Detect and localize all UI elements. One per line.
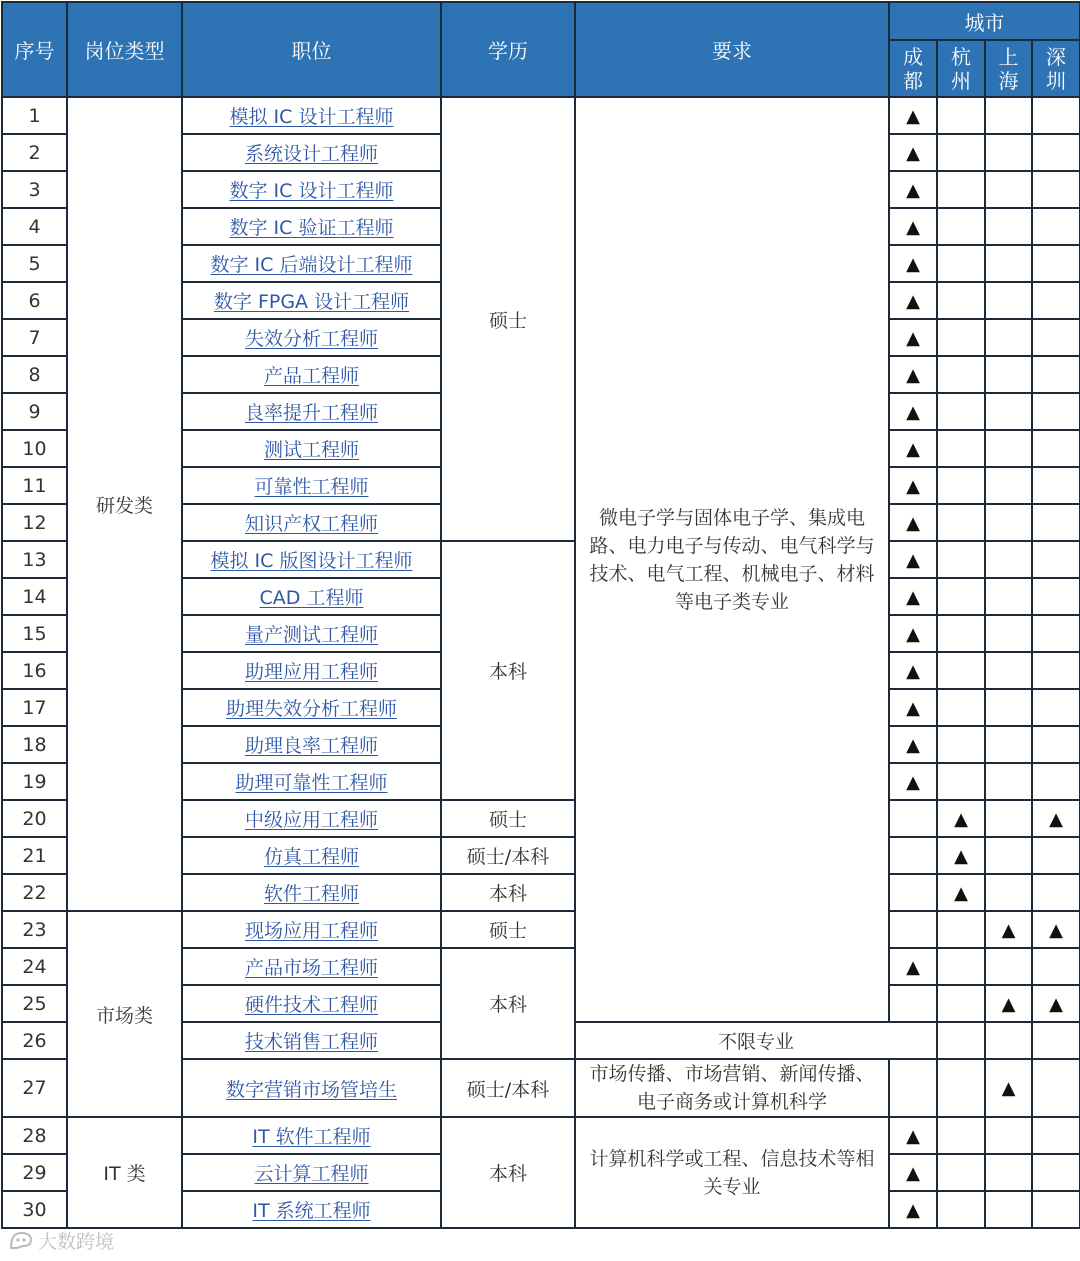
position-link[interactable]: 量产测试工程师: [244, 624, 378, 646]
city-cell: [985, 911, 1032, 948]
header-education: 学历: [441, 2, 575, 97]
city-cell: [937, 208, 985, 245]
requirement-cell: 市场传播、市场营销、新闻传播、电子商务或计算机科学: [575, 1059, 889, 1117]
city-cell: [985, 208, 1032, 245]
seq-cell: 13: [2, 541, 67, 578]
city-cell: [985, 541, 1032, 578]
watermark-logo-icon: [8, 1229, 34, 1251]
education-cell: 本科: [441, 1117, 575, 1228]
position-link[interactable]: 测试工程师: [263, 439, 359, 461]
position-cell: [182, 1191, 441, 1228]
seq-cell: 7: [2, 319, 67, 356]
seq-cell: 28: [2, 1117, 67, 1154]
city-cell: [889, 837, 937, 874]
triangle-marker-icon: ▲: [906, 364, 920, 386]
position-link[interactable]: 模拟 IC 版图设计工程师: [210, 550, 413, 572]
table-body: [2, 97, 1080, 1228]
city-cell: [889, 1191, 937, 1228]
position-link[interactable]: 数字 FPGA 设计工程师: [213, 291, 410, 313]
city-cell: [889, 430, 937, 467]
city-cell: [1032, 985, 1080, 1022]
city-cell: [1032, 97, 1080, 134]
city-cell: [937, 689, 985, 726]
triangle-marker-icon: ▲: [906, 956, 920, 978]
city-cell: [889, 1154, 937, 1191]
position-link[interactable]: 助理应用工程师: [244, 661, 378, 683]
city-cell: [889, 467, 937, 504]
city-cell: [985, 134, 1032, 171]
city-cell: [985, 689, 1032, 726]
position-cell: [182, 134, 441, 171]
city-cell: [1032, 1022, 1080, 1059]
city-cell: [1032, 430, 1080, 467]
city-cell: [1032, 726, 1080, 763]
city-cell: [889, 689, 937, 726]
triangle-marker-icon: ▲: [906, 290, 920, 312]
position-cell: [182, 1154, 441, 1191]
city-cell: [1032, 911, 1080, 948]
city-cell: [889, 948, 937, 985]
seq-cell: 24: [2, 948, 67, 985]
seq-cell: 5: [2, 245, 67, 282]
seq-cell: 11: [2, 467, 67, 504]
position-cell: [182, 282, 441, 319]
triangle-marker-icon: ▲: [906, 1125, 920, 1147]
city-cell: [1032, 1154, 1080, 1191]
position-cell: [182, 171, 441, 208]
triangle-marker-icon: ▲: [1001, 993, 1016, 1015]
education-cell: 硕士: [441, 97, 575, 541]
position-link[interactable]: IT 软件工程师: [252, 1126, 371, 1148]
city-cell: [937, 504, 985, 541]
job-table: [1, 1, 1080, 1229]
city-cell: [889, 615, 937, 652]
position-cell: [182, 541, 441, 578]
position-cell: [182, 504, 441, 541]
header-city-shenzhen: 深 圳: [1032, 40, 1080, 97]
city-cell: [889, 541, 937, 578]
seq-cell: 16: [2, 652, 67, 689]
header-requirement: 要求: [575, 2, 889, 97]
triangle-marker-icon: ▲: [906, 216, 920, 238]
requirement-cell: 计算机科学或工程、信息技术等相关专业: [575, 1117, 889, 1228]
header-city-chengdu: 成 都: [889, 40, 937, 97]
city-cell: [1032, 319, 1080, 356]
seq-cell: 6: [2, 282, 67, 319]
city-cell: [1032, 171, 1080, 208]
city-cell: [1032, 1059, 1080, 1117]
position-link[interactable]: 知识产权工程师: [244, 513, 378, 535]
position-link[interactable]: 可靠性工程师: [254, 476, 369, 498]
category-market: 市场类: [67, 911, 182, 1117]
position-link[interactable]: 良率提升工程师: [244, 402, 378, 424]
city-cell: [937, 97, 985, 134]
seq-cell: 8: [2, 356, 67, 393]
city-cell: [889, 171, 937, 208]
city-cell: [937, 615, 985, 652]
position-link[interactable]: 现场应用工程师: [244, 920, 378, 942]
seq-cell: 21: [2, 837, 67, 874]
seq-cell: 17: [2, 689, 67, 726]
city-cell: [1032, 504, 1080, 541]
triangle-marker-icon: ▲: [906, 771, 920, 793]
city-cell: [889, 393, 937, 430]
position-link[interactable]: 助理良率工程师: [244, 735, 378, 757]
city-cell: [889, 985, 937, 1022]
city-cell: [1032, 837, 1080, 874]
city-cell: [937, 1191, 985, 1228]
city-cell: [985, 393, 1032, 430]
triangle-marker-icon: ▲: [906, 623, 920, 645]
city-cell: [889, 97, 937, 134]
triangle-marker-icon: ▲: [906, 660, 920, 682]
city-cell: [889, 134, 937, 171]
education-cell: 硕士/本科: [441, 837, 575, 874]
city-cell: [1032, 615, 1080, 652]
position-link[interactable]: 系统设计工程师: [244, 143, 378, 165]
table-row: [2, 97, 1080, 134]
city-cell: [1032, 948, 1080, 985]
city-cell: [937, 1154, 985, 1191]
position-link[interactable]: CAD 工程师: [259, 587, 364, 609]
position-cell: [182, 1059, 441, 1117]
city-cell: [985, 985, 1032, 1022]
position-link[interactable]: 数字 IC 后端设计工程师: [210, 254, 413, 276]
seq-cell: 3: [2, 171, 67, 208]
triangle-marker-icon: ▲: [1001, 1078, 1016, 1099]
seq-cell: 14: [2, 578, 67, 615]
city-cell: [937, 652, 985, 689]
seq-cell: 9: [2, 393, 67, 430]
city-cell: [889, 208, 937, 245]
position-link[interactable]: 产品市场工程师: [244, 957, 378, 979]
triangle-marker-icon: ▲: [1001, 919, 1016, 941]
city-cell: [937, 763, 985, 800]
city-cell: [1032, 1191, 1080, 1228]
city-cell: [1032, 578, 1080, 615]
city-cell: [889, 319, 937, 356]
header-city: 城市: [889, 2, 1080, 40]
position-cell: [182, 800, 441, 837]
city-cell: [937, 948, 985, 985]
triangle-marker-icon: ▲: [906, 438, 920, 460]
triangle-marker-icon: ▲: [906, 327, 920, 349]
position-link[interactable]: 软件工程师: [263, 883, 359, 905]
seq-cell: 2: [2, 134, 67, 171]
triangle-marker-icon: ▲: [906, 105, 920, 127]
city-cell: [985, 245, 1032, 282]
city-cell: [985, 800, 1032, 837]
position-cell: [182, 948, 441, 985]
city-cell: [937, 134, 985, 171]
seq-cell: 20: [2, 800, 67, 837]
position-cell: [182, 652, 441, 689]
city-cell: [985, 1191, 1032, 1228]
seq-cell: 12: [2, 504, 67, 541]
header-seq: 序号: [2, 2, 67, 97]
city-cell: [985, 1117, 1032, 1154]
position-link[interactable]: 数字 IC 验证工程师: [229, 217, 394, 239]
seq-cell: 26: [2, 1022, 67, 1059]
header-city-shanghai: 上 海: [985, 40, 1032, 97]
city-cell: [985, 319, 1032, 356]
position-link[interactable]: IT 系统工程师: [252, 1200, 371, 1222]
position-link[interactable]: 助理失效分析工程师: [225, 698, 397, 720]
triangle-marker-icon: ▲: [954, 845, 968, 867]
city-cell: [937, 430, 985, 467]
position-link[interactable]: 中级应用工程师: [244, 809, 378, 831]
triangle-marker-icon: ▲: [1049, 919, 1063, 941]
city-cell: [937, 1117, 985, 1154]
city-cell: [889, 911, 937, 948]
header-position: 职位: [182, 2, 441, 97]
position-cell: [182, 1117, 441, 1154]
city-cell: [889, 356, 937, 393]
city-cell: [985, 1059, 1032, 1117]
seq-cell: 22: [2, 874, 67, 911]
city-cell: [1032, 1117, 1080, 1154]
position-cell: [182, 319, 441, 356]
triangle-marker-icon: ▲: [906, 1199, 920, 1221]
triangle-marker-icon: ▲: [1049, 808, 1063, 830]
city-cell: [937, 1059, 985, 1117]
position-cell: [182, 689, 441, 726]
position-link[interactable]: 技术销售工程师: [244, 1031, 378, 1053]
triangle-marker-icon: ▲: [906, 734, 920, 756]
seq-cell: 10: [2, 430, 67, 467]
seq-cell: 15: [2, 615, 67, 652]
city-cell: [985, 1154, 1032, 1191]
city-cell: [937, 726, 985, 763]
seq-cell: 25: [2, 985, 67, 1022]
city-cell: [937, 1022, 985, 1059]
position-cell: [182, 356, 441, 393]
city-cell: [985, 652, 1032, 689]
triangle-marker-icon: ▲: [906, 1162, 920, 1184]
education-cell: 本科: [441, 541, 575, 800]
seq-cell: 29: [2, 1154, 67, 1191]
city-cell: [985, 356, 1032, 393]
requirement-cell: 不限专业: [575, 1022, 937, 1059]
city-cell: [985, 430, 1032, 467]
position-cell: [182, 1022, 441, 1059]
city-cell: [889, 245, 937, 282]
position-cell: [182, 393, 441, 430]
seq-cell: 1: [2, 97, 67, 134]
city-cell: [985, 837, 1032, 874]
city-cell: [1032, 356, 1080, 393]
city-cell: [937, 578, 985, 615]
city-cell: [937, 393, 985, 430]
city-cell: [985, 874, 1032, 911]
position-cell: [182, 245, 441, 282]
position-link[interactable]: 硬件技术工程师: [244, 994, 378, 1016]
table-row: [2, 911, 1080, 948]
city-cell: [937, 319, 985, 356]
table-header: [2, 2, 1080, 97]
triangle-marker-icon: ▲: [906, 586, 920, 608]
city-cell: [889, 726, 937, 763]
triangle-marker-icon: ▲: [1049, 993, 1063, 1015]
triangle-marker-icon: ▲: [906, 549, 920, 571]
education-cell: 硕士: [441, 800, 575, 837]
position-cell: [182, 985, 441, 1022]
city-cell: [937, 245, 985, 282]
city-cell: [985, 504, 1032, 541]
city-cell: [1032, 541, 1080, 578]
city-cell: [1032, 393, 1080, 430]
table-row: [2, 1117, 1080, 1154]
city-cell: [889, 1117, 937, 1154]
city-cell: [1032, 467, 1080, 504]
position-link[interactable]: 失效分析工程师: [244, 328, 378, 350]
triangle-marker-icon: ▲: [906, 475, 920, 497]
city-cell: [937, 874, 985, 911]
city-cell: [937, 837, 985, 874]
city-cell: [985, 726, 1032, 763]
position-link[interactable]: 仿真工程师: [263, 846, 359, 868]
city-cell: [1032, 652, 1080, 689]
city-cell: [937, 356, 985, 393]
city-cell: [985, 948, 1032, 985]
city-cell: [889, 874, 937, 911]
seq-cell: 19: [2, 763, 67, 800]
city-cell: [985, 615, 1032, 652]
position-link[interactable]: 数字 IC 设计工程师: [229, 180, 394, 202]
position-cell: [182, 467, 441, 504]
position-cell: [182, 97, 441, 134]
city-cell: [889, 504, 937, 541]
requirement-cell: 微电子学与固体电子学、集成电路、电力电子与传动、电气科学与技术、电气工程、机械电子、材料等电子类专业: [575, 97, 889, 1022]
seq-cell: 27: [2, 1059, 67, 1117]
header-city-hangzhou: 杭 州: [937, 40, 985, 97]
city-cell: [985, 578, 1032, 615]
city-cell: [985, 467, 1032, 504]
seq-cell: 30: [2, 1191, 67, 1228]
watermark: [8, 1226, 148, 1254]
city-cell: [937, 800, 985, 837]
triangle-marker-icon: ▲: [906, 401, 920, 423]
education-cell: 本科: [441, 948, 575, 1059]
city-cell: [889, 282, 937, 319]
position-link[interactable]: 助理可靠性工程师: [235, 772, 388, 794]
city-cell: [889, 578, 937, 615]
seq-cell: 4: [2, 208, 67, 245]
city-cell: [985, 171, 1032, 208]
city-cell: [937, 541, 985, 578]
city-cell: [937, 985, 985, 1022]
city-cell: [1032, 134, 1080, 171]
city-cell: [889, 763, 937, 800]
city-cell: [937, 467, 985, 504]
position-cell: [182, 837, 441, 874]
position-link[interactable]: 模拟 IC 设计工程师: [229, 106, 394, 128]
city-cell: [985, 282, 1032, 319]
city-cell: [1032, 763, 1080, 800]
position-cell: [182, 578, 441, 615]
triangle-marker-icon: ▲: [906, 142, 920, 164]
city-cell: [1032, 800, 1080, 837]
position-cell: [182, 615, 441, 652]
position-cell: [182, 911, 441, 948]
triangle-marker-icon: ▲: [906, 179, 920, 201]
city-cell: [889, 1059, 937, 1117]
position-cell: [182, 874, 441, 911]
position-cell: [182, 726, 441, 763]
position-cell: [182, 763, 441, 800]
city-cell: [937, 171, 985, 208]
position-cell: [182, 430, 441, 467]
city-cell: [937, 282, 985, 319]
position-link[interactable]: 数字营销市场管培生: [225, 1078, 397, 1101]
seq-cell: 18: [2, 726, 67, 763]
position-cell: [182, 208, 441, 245]
city-cell: [889, 800, 937, 837]
triangle-marker-icon: ▲: [906, 253, 920, 275]
header-category: 岗位类型: [67, 2, 182, 97]
education-cell: 硕士/本科: [441, 1059, 575, 1117]
city-cell: [1032, 874, 1080, 911]
city-cell: [937, 911, 985, 948]
city-cell: [889, 652, 937, 689]
triangle-marker-icon: ▲: [906, 697, 920, 719]
city-cell: [1032, 208, 1080, 245]
city-cell: [985, 97, 1032, 134]
city-cell: [985, 1022, 1032, 1059]
education-cell: 本科: [441, 874, 575, 911]
triangle-marker-icon: ▲: [906, 512, 920, 534]
position-link[interactable]: 产品工程师: [263, 365, 359, 387]
position-link[interactable]: 云计算工程师: [254, 1163, 369, 1185]
education-cell: 硕士: [441, 911, 575, 948]
triangle-marker-icon: ▲: [954, 882, 968, 904]
city-cell: [1032, 282, 1080, 319]
watermark-text: 大数跨境: [38, 1230, 115, 1253]
triangle-marker-icon: ▲: [954, 808, 968, 830]
category-rd: 研发类: [67, 97, 182, 911]
category-it: IT 类: [67, 1117, 182, 1228]
city-cell: [1032, 245, 1080, 282]
city-cell: [1032, 689, 1080, 726]
seq-cell: 23: [2, 911, 67, 948]
city-cell: [985, 763, 1032, 800]
